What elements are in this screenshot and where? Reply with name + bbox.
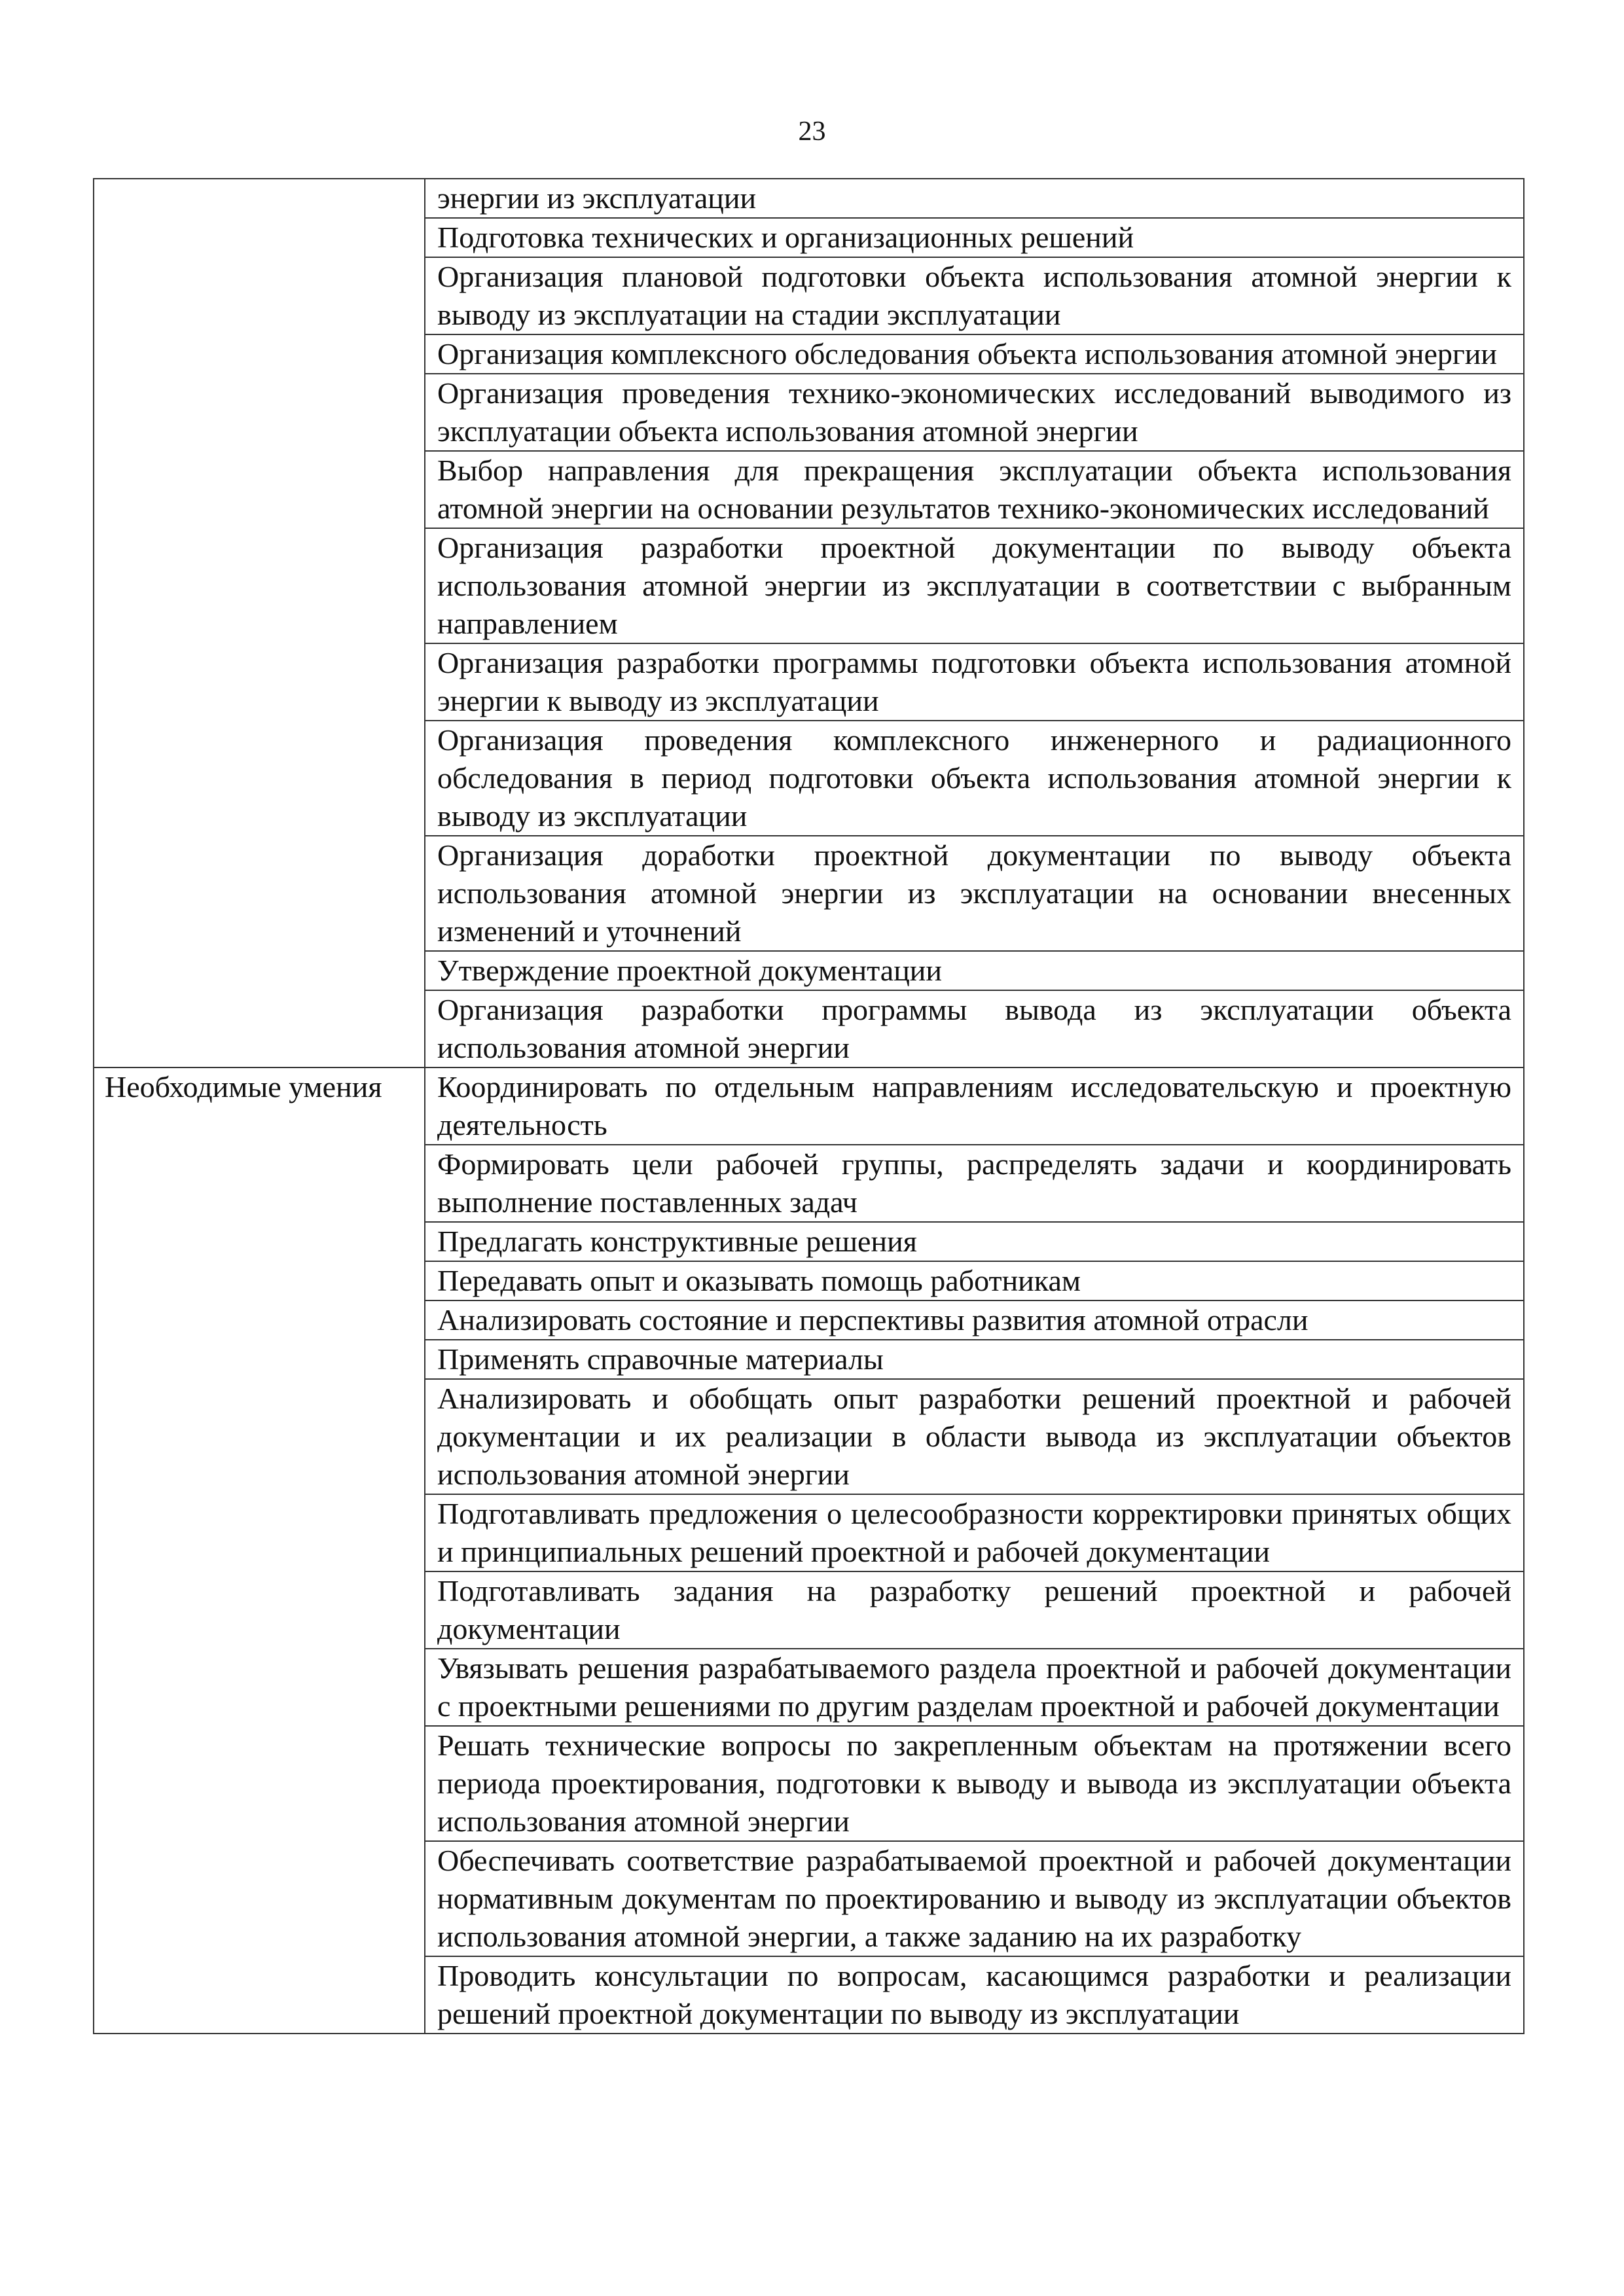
skill-item: Применять справочные материалы	[425, 1340, 1524, 1379]
skill-item: Подготавливать предложения о целесообразности корректировки принятых общих и принципиальных решений проектной и рабочей документации	[425, 1494, 1524, 1571]
table-row	[94, 1067, 1524, 1145]
skill-item: Подготавливать задания на разработку решений проектной и рабочей документации	[425, 1571, 1524, 1649]
action-item: Организация доработки проектной документации по выводу объекта использования атомной энергии из эксплуатации на основании внесенных изменений и уточнений	[425, 836, 1524, 951]
table-row	[94, 179, 1524, 218]
skill-item: Решать технические вопросы по закрепленным объектам на протяжении всего периода проектирования, подготовки к выводу и вывода из эксплуатации объекта использования атомной энергии	[425, 1726, 1524, 1841]
skill-item: Координировать по отдельным направлениям исследовательскую и проектную деятельность	[425, 1067, 1524, 1145]
action-item: энергии из эксплуатации	[425, 179, 1524, 218]
action-item: Подготовка технических и организационных решений	[425, 218, 1524, 257]
requirements-table	[93, 178, 1525, 2034]
action-item: Организация разработки программы подготовки объекта использования атомной энергии к выводу из эксплуатации	[425, 643, 1524, 721]
skill-item: Анализировать и обобщать опыт разработки решений проектной и рабочей документации и их реализации в области вывода из эксплуатации объектов использования атомной энергии	[425, 1379, 1524, 1494]
skill-item: Проводить консультации по вопросам, касающимся разработки и реализации решений проектной документации по выводу из эксплуатации	[425, 1956, 1524, 2034]
skill-item: Анализировать состояние и перспективы развития атомной отрасли	[425, 1300, 1524, 1340]
action-item: Организация проведения комплексного инженерного и радиационного обследования в период подготовки объекта использования атомной энергии к выводу из эксплуатации	[425, 721, 1524, 836]
skill-item: Передавать опыт и оказывать помощь работникам	[425, 1261, 1524, 1300]
skill-item: Увязывать решения разрабатываемого раздела проектной и рабочей документации с проектными решениями по другим разделам проектной и рабочей документации	[425, 1649, 1524, 1726]
action-item: Организация разработки проектной документации по выводу объекта использования атомной энергии из эксплуатации в соответствии с выбранным направлением	[425, 528, 1524, 643]
skill-item: Обеспечивать соответствие разрабатываемой проектной и рабочей документации нормативным документам по проектированию и выводу из эксплуатации объектов использования атомной энергии, а также заданию на их разработку	[425, 1841, 1524, 1956]
actions-label-cell	[94, 179, 425, 1067]
action-item: Организация проведения технико-экономических исследований выводимого из эксплуатации объекта использования атомной энергии	[425, 374, 1524, 451]
action-item: Организация разработки программы вывода из эксплуатации объекта использования атомной энергии	[425, 990, 1524, 1067]
action-item: Организация комплексного обследования объекта использования атомной энергии	[425, 334, 1524, 374]
action-item: Организация плановой подготовки объекта использования атомной энергии к выводу из эксплуатации на стадии эксплуатации	[425, 257, 1524, 334]
skill-item: Формировать цели рабочей группы, распределять задачи и координировать выполнение поставленных задач	[425, 1145, 1524, 1222]
skill-item: Предлагать конструктивные решения	[425, 1222, 1524, 1261]
page-number: 23	[798, 117, 826, 147]
action-item: Утверждение проектной документации	[425, 951, 1524, 990]
action-item: Выбор направления для прекращения эксплуатации объекта использования атомной энергии на основании результатов технико-экономических исследований	[425, 451, 1524, 528]
skills-label: Необходимые умения	[94, 1067, 425, 2034]
